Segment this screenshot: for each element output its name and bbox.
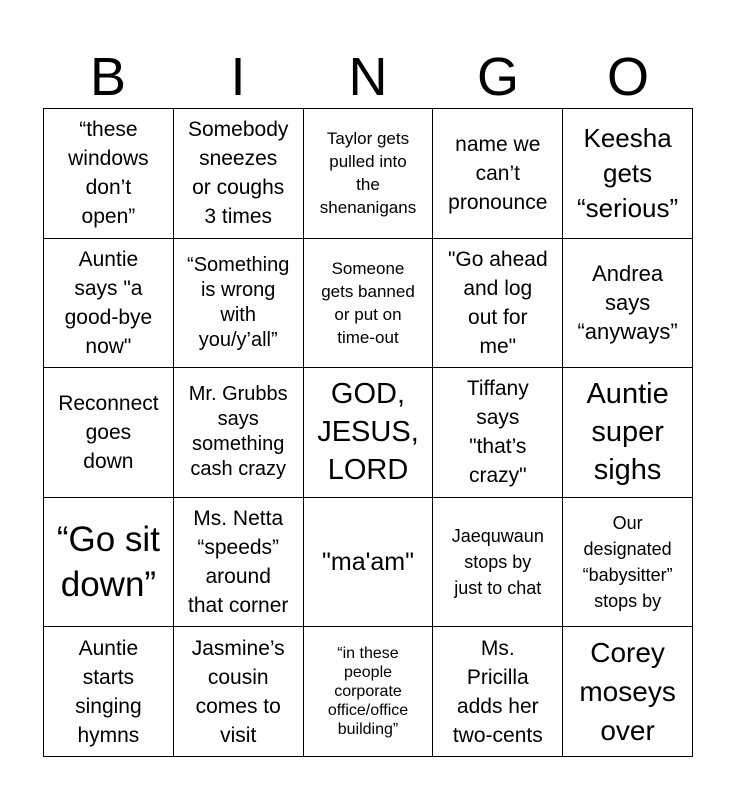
header-letter-i: I <box>230 47 246 107</box>
cell-text: name we can’t pronounce <box>448 132 548 214</box>
bingo-cell-n2[interactable] <box>304 239 434 369</box>
bingo-cell-o5[interactable] <box>563 627 693 757</box>
bingo-cell-g2[interactable] <box>433 239 563 369</box>
bingo-cell-i2[interactable] <box>174 239 304 369</box>
bingo-cell-b1[interactable] <box>44 109 174 239</box>
bingo-cell-o3[interactable] <box>563 368 693 498</box>
bingo-cell-b5[interactable] <box>44 627 174 757</box>
bingo-cell-b3[interactable] <box>44 368 174 498</box>
cell-text: Auntie starts singing hymns <box>75 636 142 747</box>
bingo-cell-g4[interactable] <box>433 498 563 628</box>
cell-text: Auntie super sighs <box>586 378 669 487</box>
cell-text: Taylor gets pulled into the shenanigans <box>319 129 417 218</box>
header-letter-n: N <box>348 47 388 107</box>
header-letter-g: G <box>476 47 519 107</box>
bingo-cell-b2[interactable] <box>44 239 174 369</box>
cell-text: Our designated “babysitter” stops by <box>582 513 673 612</box>
cell-text: "ma'am" <box>322 547 414 576</box>
bingo-cell-g5[interactable] <box>433 627 563 757</box>
bingo-cell-free-space[interactable] <box>304 368 434 498</box>
cell-text: “these windows don’t open” <box>68 118 149 229</box>
bingo-cell-o1[interactable] <box>563 109 693 239</box>
bingo-board <box>43 108 693 757</box>
cell-text: Mr. Grubbs says something cash crazy <box>188 383 288 481</box>
bingo-cell-i5[interactable] <box>174 627 304 757</box>
bingo-cell-n1[interactable] <box>304 109 434 239</box>
cell-text: Corey moseys over <box>579 637 676 747</box>
cell-text: Ms. Netta “speeds” around that corner <box>188 507 289 618</box>
header-letter-o: O <box>606 47 649 107</box>
bingo-cell-i1[interactable] <box>174 109 304 239</box>
bingo-header <box>43 46 693 108</box>
cell-text: Andrea says “anyways” <box>577 261 678 345</box>
cell-text: Jasmine’s cousin comes to visit <box>191 636 285 747</box>
bingo-cell-b4[interactable] <box>44 498 174 628</box>
cell-text: Jaequwaun stops by just to chat <box>451 526 544 599</box>
bingo-cell-g1[interactable] <box>433 109 563 239</box>
bingo-cell-o2[interactable] <box>563 239 693 369</box>
bingo-cell-g3[interactable] <box>433 368 563 498</box>
bingo-cell-n4[interactable] <box>304 498 434 628</box>
cell-text: GOD, JESUS, LORD <box>317 378 419 487</box>
bingo-cell-i3[interactable] <box>174 368 304 498</box>
cell-text: Reconnect goes down <box>58 391 159 473</box>
cell-text: Someone gets banned or put on time-out <box>321 258 415 347</box>
cell-text: Ms. Pricilla adds her two-cents <box>452 636 543 747</box>
cell-text: Somebody sneezes or coughs 3 times <box>187 118 289 229</box>
bingo-cell-n5[interactable] <box>304 627 434 757</box>
cell-text: “in these people corporate office/office building” <box>327 645 409 739</box>
header-letter-b: B <box>89 47 127 107</box>
cell-text: Tiffany says "that’s crazy" <box>466 377 529 488</box>
bingo-cell-i4[interactable] <box>174 498 304 628</box>
cell-text: Auntie says "a good-bye now" <box>64 247 153 358</box>
cell-text: “Something is wrong with you/y’all” <box>187 253 290 351</box>
cell-text: Keesha gets “serious” <box>577 122 679 223</box>
cell-text: "Go ahead and log out for me" <box>447 247 548 358</box>
cell-text: “Go sit down” <box>56 520 160 605</box>
bingo-cell-o4[interactable] <box>563 498 693 628</box>
